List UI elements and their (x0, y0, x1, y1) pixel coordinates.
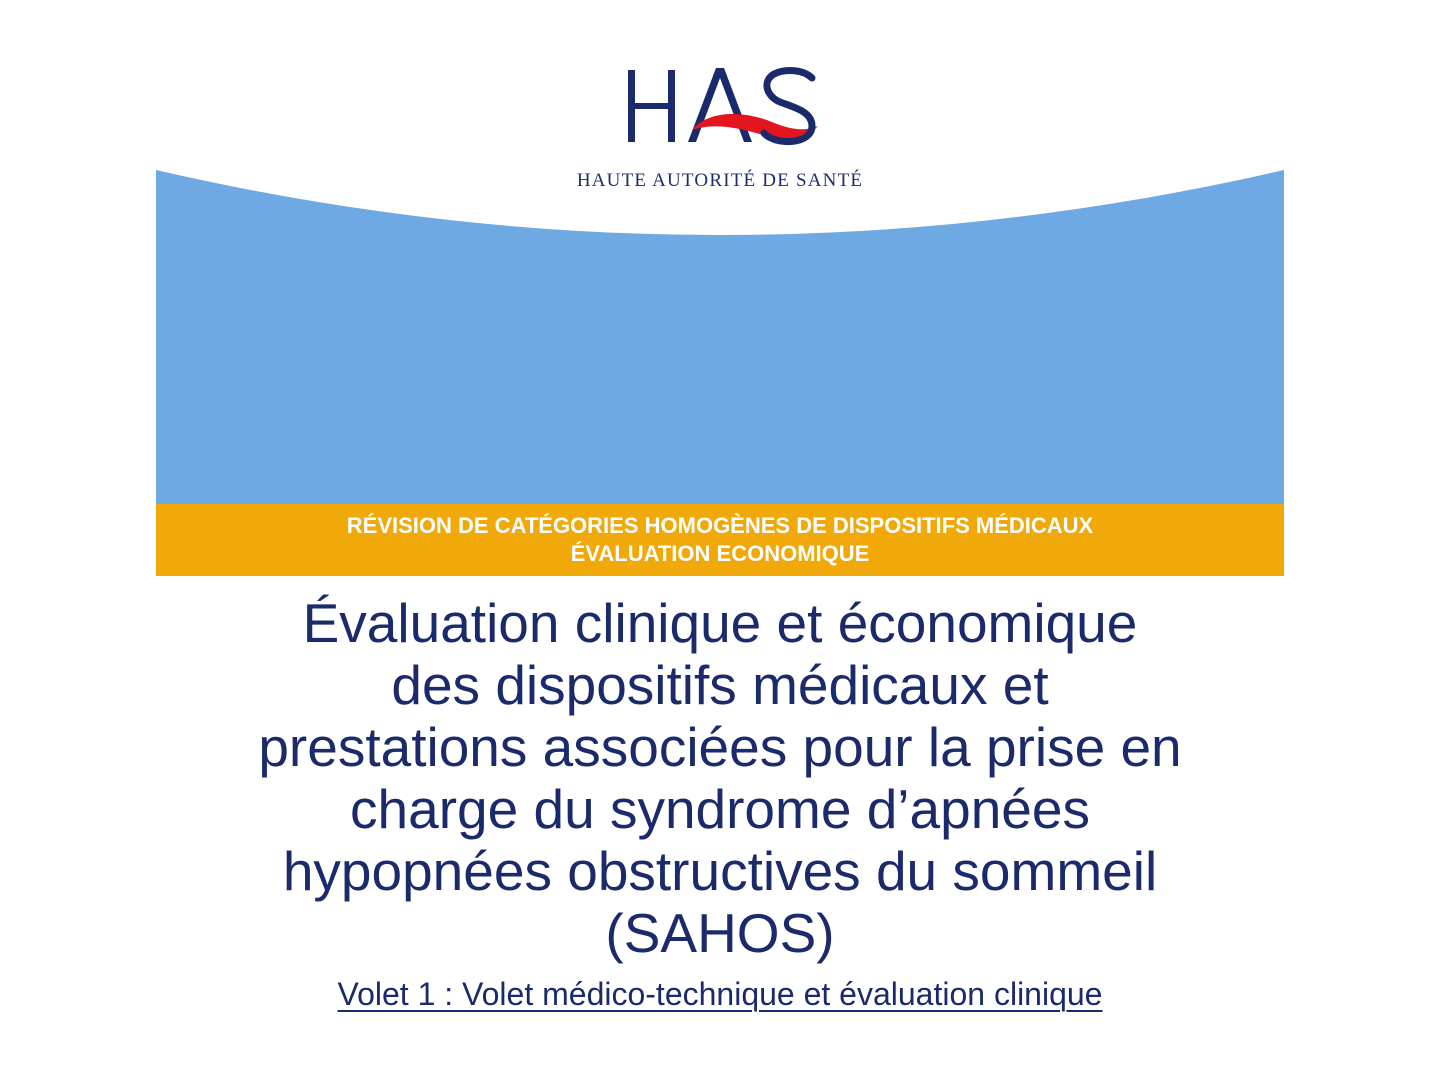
title-line: (SAHOS) (605, 902, 835, 964)
header-banner (156, 170, 1284, 505)
has-wordmark-icon (560, 50, 880, 160)
category-line-1: RÉVISION DE CATÉGORIES HOMOGÈNES DE DISPOSITIFS MÉDICAUX (346, 513, 1094, 538)
document-title (160, 592, 1280, 964)
banner-wave-shape (156, 170, 1284, 505)
title-line: des dispositifs médicaux et (391, 654, 1049, 716)
title-line: prestations associées pour la prise en (258, 716, 1182, 778)
title-line: Évaluation clinique et économique (302, 592, 1138, 654)
document-subtitle: Volet 1 : Volet médico-technique et évaluation clinique (337, 976, 1103, 1012)
category-bar (156, 504, 1284, 576)
title-line: charge du syndrome d’apnées (350, 778, 1090, 840)
title-line: hypopnées obstructives du sommeil (282, 840, 1158, 902)
category-line-2: ÉVALUATION ECONOMIQUE (570, 541, 870, 566)
logo-tagline: HAUTE AUTORITÉ DE SANTÉ (576, 170, 864, 191)
